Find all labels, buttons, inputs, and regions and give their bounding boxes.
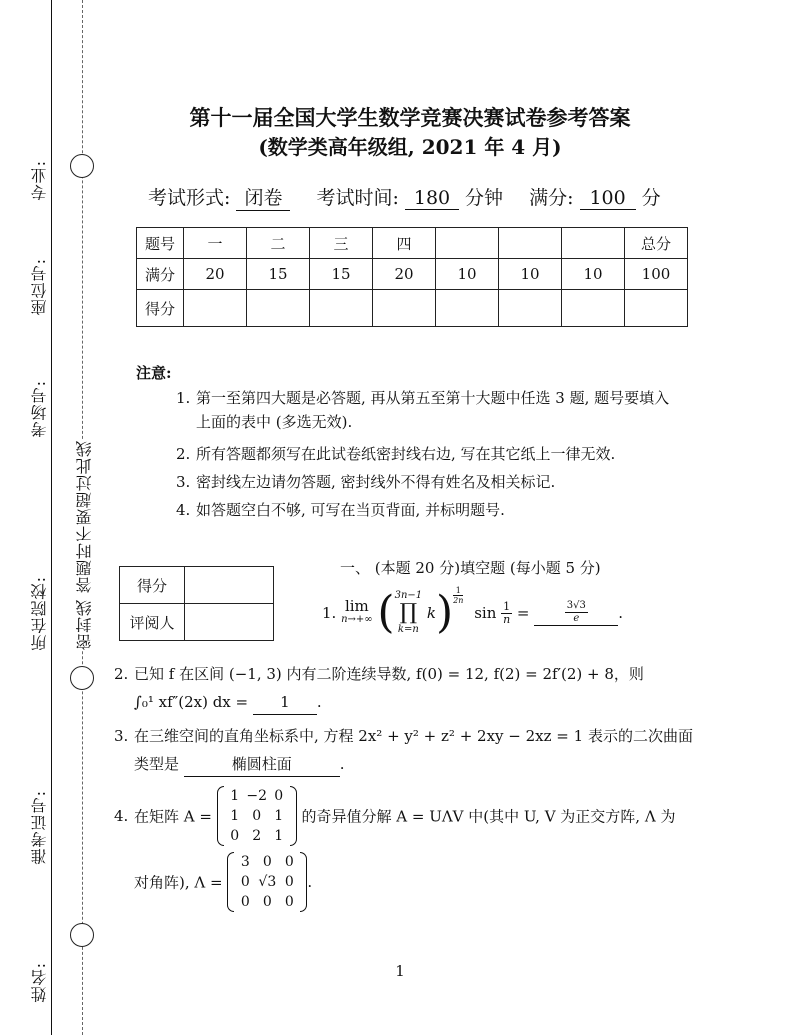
grader-name-label: 评阅人 — [120, 604, 185, 641]
note-text: 如答题空白不够, 可写在当页背面, 并标明题号. — [196, 501, 505, 519]
matrix-lambda[interactable] — [227, 852, 307, 912]
q2-answer-blank[interactable]: 1 — [253, 690, 317, 715]
max-score-cell: 20 — [373, 259, 436, 290]
grader-name-cell[interactable] — [185, 604, 274, 641]
max-score-cell: 100 — [625, 259, 688, 290]
row-label-got: 得分 — [137, 290, 184, 327]
exam-info — [148, 183, 661, 211]
label-ticket: 准考证号: — [30, 790, 49, 865]
score-table — [136, 227, 688, 327]
q2-number: 2. — [114, 665, 129, 683]
matrix-a-cell: 1 — [230, 788, 240, 804]
question-2 — [114, 662, 644, 686]
matrix-a-cell: 1 — [274, 808, 284, 824]
note-number: 2. — [176, 445, 191, 463]
got-score-cell[interactable] — [562, 290, 625, 327]
question-1: 1. lim n→+∞ ( 3n−1 ∏ k=n k) $\frac{1}{2n}$ sin $\frac{1}{n}$ = $\frac{3√3}{e}$ . — [322, 586, 624, 638]
matrix-lambda-cell: 0 — [262, 854, 272, 870]
q2-text: 已知 f 在区间 (−1, 3) 内有二阶连续导数, f(0) = 12, f(2) = 2f′(2) + 8，则 — [134, 665, 644, 683]
note-text: 密封线左边请勿答题, 密封线外不得有姓名及相关标记. — [196, 473, 556, 491]
q1-power-den: 2n — [453, 596, 464, 605]
page-subtitle: (数学类高年级组, 2021 年 4 月) — [258, 135, 562, 159]
section-heading: 一、 (本题 20 分)填空题 (每小题 5 分) — [340, 559, 601, 577]
page-number: 1 — [395, 962, 405, 980]
matrix-lambda-cell: 0 — [284, 874, 294, 890]
q4-pre: 在矩阵 A = — [134, 807, 212, 826]
matrix-a — [217, 786, 297, 846]
question-3 — [114, 724, 693, 748]
header-cell: 四 — [373, 228, 436, 259]
got-score-cell[interactable] — [310, 290, 373, 327]
q4-line2-pre: 对角阵), Λ = — [134, 873, 223, 892]
max-score-cell: 15 — [247, 259, 310, 290]
q4-end: . — [307, 873, 313, 891]
question-4-cont — [134, 852, 312, 912]
got-score-cell[interactable] — [184, 290, 247, 327]
header-cell: 二 — [247, 228, 310, 259]
binding-hole — [70, 923, 94, 947]
matrix-a-cell: 0 — [274, 788, 284, 804]
q3-text: 在三维空间的直角坐标系中, 方程 2x² + y² + z² + 2xy − 2xz = 1 表示的二次曲面 — [134, 727, 693, 745]
note-item — [176, 498, 505, 522]
label-name: 姓名: — [30, 962, 49, 1003]
q3-end: . — [339, 755, 345, 773]
q2-integral: ∫₀¹ xf″(2x) dx = — [134, 693, 249, 711]
header-cell[interactable] — [562, 228, 625, 259]
grader-score-label: 得分 — [120, 567, 185, 604]
exam-form-label: 考试形式: — [148, 187, 231, 209]
matrix-lambda-cell: 0 — [240, 894, 250, 910]
max-score-cell: 15 — [310, 259, 373, 290]
q1-end: . — [618, 604, 624, 622]
question-4 — [114, 786, 675, 846]
max-score-cell: 10 — [499, 259, 562, 290]
exam-score-unit: 分 — [641, 187, 661, 209]
matrix-a-cell: −2 — [246, 788, 268, 804]
matrix-lambda-cell: √3 — [258, 874, 277, 890]
note-item — [176, 470, 555, 494]
matrix-a-cell: 2 — [252, 828, 262, 844]
q2-end: . — [316, 693, 322, 711]
note-number: 4. — [176, 501, 191, 519]
got-score-cell[interactable] — [247, 290, 310, 327]
got-score-cell[interactable] — [625, 290, 688, 327]
grader-table — [119, 566, 274, 641]
note-item — [176, 386, 669, 434]
page-title: 第十一届全国大学生数学竞赛决赛试卷参考答案 — [189, 105, 631, 130]
q1-lim-sub: n→+∞ — [341, 614, 373, 625]
q4-number: 4. — [114, 807, 129, 825]
max-score-cell: 10 — [562, 259, 625, 290]
row-label-max: 满分 — [137, 259, 184, 290]
q1-power-num: 1 — [453, 586, 463, 596]
note-text: 第一至第四大题是必答题, 再从第五至第十大题中任选 3 题, 题号要填入 — [196, 389, 670, 407]
got-score-cell[interactable] — [436, 290, 499, 327]
notes-title: 注意: — [136, 364, 172, 382]
q1-eq: = — [516, 604, 530, 622]
note-number: 1. — [176, 389, 191, 407]
q1-prod-body: k — [426, 604, 436, 622]
got-score-cell[interactable] — [373, 290, 436, 327]
label-room: 考场号: — [30, 380, 49, 438]
matrix-lambda-cell: 0 — [284, 854, 294, 870]
matrix-a-cell: 1 — [274, 828, 284, 844]
question-2-cont — [134, 690, 322, 715]
max-score-cell: 20 — [184, 259, 247, 290]
exam-score-label: 满分: — [529, 187, 574, 209]
matrix-a-cell: 0 — [230, 828, 240, 844]
header-cell[interactable] — [499, 228, 562, 259]
label-major: 专业: — [30, 160, 49, 201]
q1-frac-den: n — [503, 612, 511, 626]
q3-number: 3. — [114, 727, 129, 745]
exam-time-label: 考试时间: — [316, 187, 399, 209]
binding-line — [51, 0, 52, 1035]
q1-answer-num: 3√3 — [566, 600, 586, 611]
binding-hole — [70, 666, 94, 690]
note-text-cont: 上面的表中 (多选无效). — [196, 413, 353, 431]
q1-prod-bottom: k=n — [397, 624, 419, 635]
q1-answer-den: e — [573, 613, 580, 624]
label-school: 所在院校: — [30, 576, 49, 651]
matrix-lambda-cell: 0 — [284, 894, 294, 910]
label-seat: 座位号: — [30, 258, 49, 316]
header-cell: 三 — [310, 228, 373, 259]
max-score-cell: 10 — [436, 259, 499, 290]
binding-hole — [70, 154, 94, 178]
matrix-lambda-cell: 3 — [240, 854, 250, 870]
q1-frac-num: 1 — [503, 599, 511, 613]
exam-score-value: 100 — [580, 187, 636, 210]
exam-time-unit: 分钟 — [465, 187, 504, 209]
header-cell: 一 — [184, 228, 247, 259]
grader-score-cell[interactable] — [185, 567, 274, 604]
matrix-lambda-cell: 0 — [240, 874, 250, 890]
q4-post: 的奇异值分解 A = UΛV 中(其中 U, V 为正交方阵, Λ 为 — [301, 807, 676, 826]
q3-answer-blank[interactable]: 椭圆柱面 — [184, 752, 340, 777]
matrix-a-cell: 0 — [252, 808, 262, 824]
matrix-a-cell: 1 — [230, 808, 240, 824]
q1-answer-blank[interactable] — [534, 600, 618, 626]
note-text: 所有答题都须写在此试卷纸密封线右边, 写在其它纸上一律无效. — [196, 445, 616, 463]
q3-prefix: 类型是 — [134, 755, 180, 773]
row-label-question: 题号 — [137, 228, 184, 259]
q1-sin: sin — [474, 604, 497, 622]
q1-number: 1. — [322, 604, 337, 622]
header-cell: 总分 — [625, 228, 688, 259]
note-number: 3. — [176, 473, 191, 491]
got-score-cell[interactable] — [499, 290, 562, 327]
matrix-lambda-cell: 0 — [262, 894, 272, 910]
q1-prod-top: 3n−1 — [394, 590, 423, 601]
exam-form-value: 闭卷 — [236, 183, 290, 211]
exam-time-value: 180 — [405, 187, 459, 210]
note-item — [176, 442, 615, 466]
header-cell[interactable] — [436, 228, 499, 259]
question-3-cont — [134, 752, 345, 777]
q1-lim: lim — [344, 597, 369, 615]
seal-warning: 密封线 答题时不要超过此线 — [75, 440, 94, 651]
